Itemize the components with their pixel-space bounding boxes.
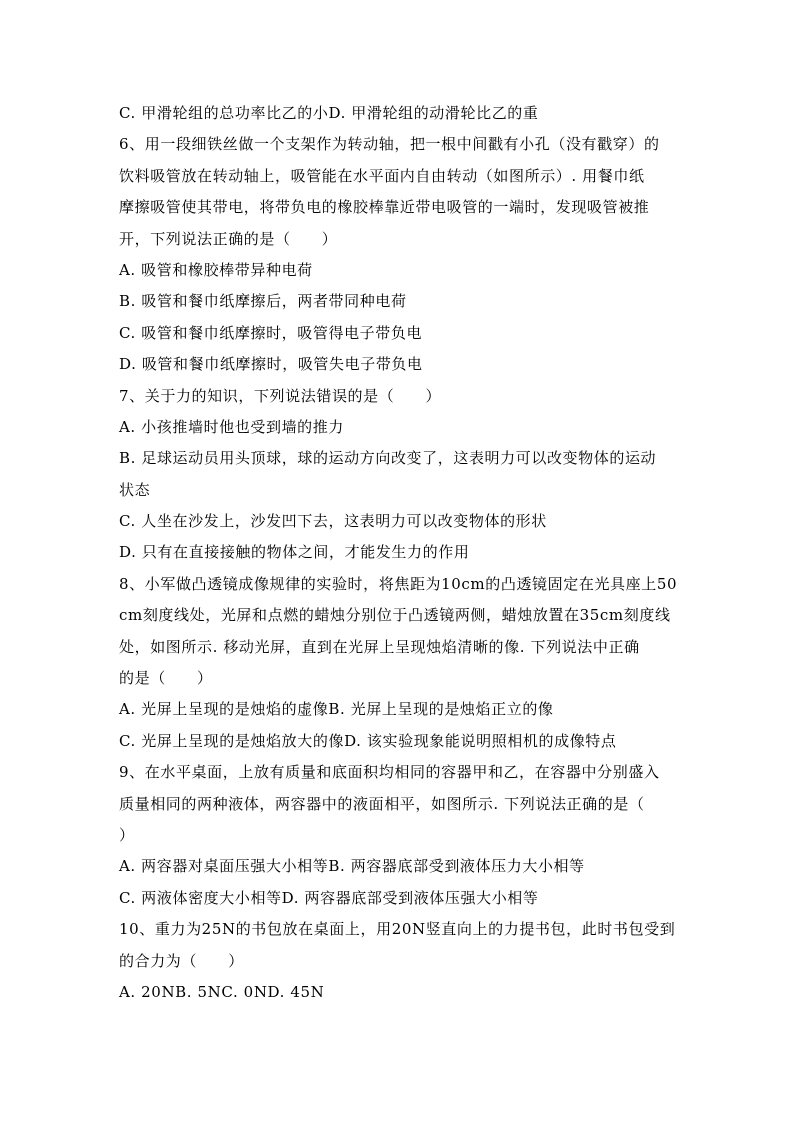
text-line: 7、关于力的知识，下列说法错误的是（ ） [119, 386, 442, 405]
text-line: 9、在水平桌面，上放有质量和底面积均相同的容器甲和乙，在容器中分别盛入 [119, 763, 660, 782]
text-line: A. 吸管和橡胶棒带异种电荷 [119, 260, 313, 279]
text-line: A. 两容器对桌面压强大小相等B. 两容器底部受到液体压力大小相等 [119, 857, 585, 876]
text-line: 状态 [119, 480, 151, 499]
text-line: 10、重力为25N的书包放在桌面上，用20N竖直向上的力提书包，此时书包受到 [119, 920, 676, 939]
text-line: C. 人坐在沙发上，沙发凹下去，这表明力可以改变物体的形状 [119, 512, 547, 531]
text-line: D. 吸管和餐巾纸摩擦时，吸管失电子带负电 [119, 355, 423, 374]
text-line: C. 吸管和餐巾纸摩擦时，吸管得电子带负电 [119, 323, 423, 342]
text-line: 8、小军做凸透镜成像规律的实验时，将焦距为10cm的凸透镜固定在光具座上50 [119, 574, 678, 593]
text-line: ） [119, 825, 135, 844]
text-line: 6、用一段细铁丝做一个支架作为转动轴，把一根中间戳有小孔（没有戳穿）的 [119, 135, 660, 154]
text-line: 的合力为（ ） [119, 951, 244, 970]
document-page [119, 98, 678, 1008]
text-line: A. 光屏上呈现的是烛焰的虚像B. 光屏上呈现的是烛焰正立的像 [119, 700, 554, 719]
text-line: 摩擦吸管使其带电，将带负电的橡胶棒靠近带电吸管的一端时，发现吸管被推 [119, 198, 650, 217]
text-line: C. 光屏上呈现的是烛焰放大的像D. 该实验现象能说明照相机的成像特点 [119, 731, 617, 750]
text-line: C. 甲滑轮组的总功率比乙的小D. 甲滑轮组的动滑轮比乙的重 [119, 104, 539, 122]
text-line: C. 两液体密度大小相等D. 两容器底部受到液体压强大小相等 [119, 888, 539, 907]
text-line: 的是（ ） [119, 669, 213, 688]
text-line: A. 20NB. 5NC. 0ND. 45N [119, 982, 325, 1001]
text-line: B. 吸管和餐巾纸摩擦后，两者带同种电荷 [119, 292, 407, 311]
text-line: 质量相同的两种液体，两容器中的液面相平，如图所示. 下列说法正确的是（ [119, 794, 645, 813]
text-line: 饮料吸管放在转动轴上，吸管能在水平面内自由转动（如图所示）. 用餐巾纸 [119, 166, 645, 185]
text-line: B. 足球运动员用头顶球，球的运动方向改变了，这表明力可以改变物体的运动 [119, 449, 657, 468]
text-line: A. 小孩推墙时他也受到墙的推力 [119, 417, 344, 436]
text-line: D. 只有在直接接触的物体之间，才能发生力的作用 [119, 543, 470, 562]
text-line: cm刻度线处，光屏和点燃的蜡烛分别位于凸透镜两侧，蜡烛放置在35cm刻度线 [119, 606, 671, 625]
text-line: 开，下列说法正确的是（ ） [119, 229, 338, 248]
text-line: 处，如图所示. 移动光屏，直到在光屏上呈现烛焰清晰的像. 下列说法中正确 [119, 637, 640, 656]
